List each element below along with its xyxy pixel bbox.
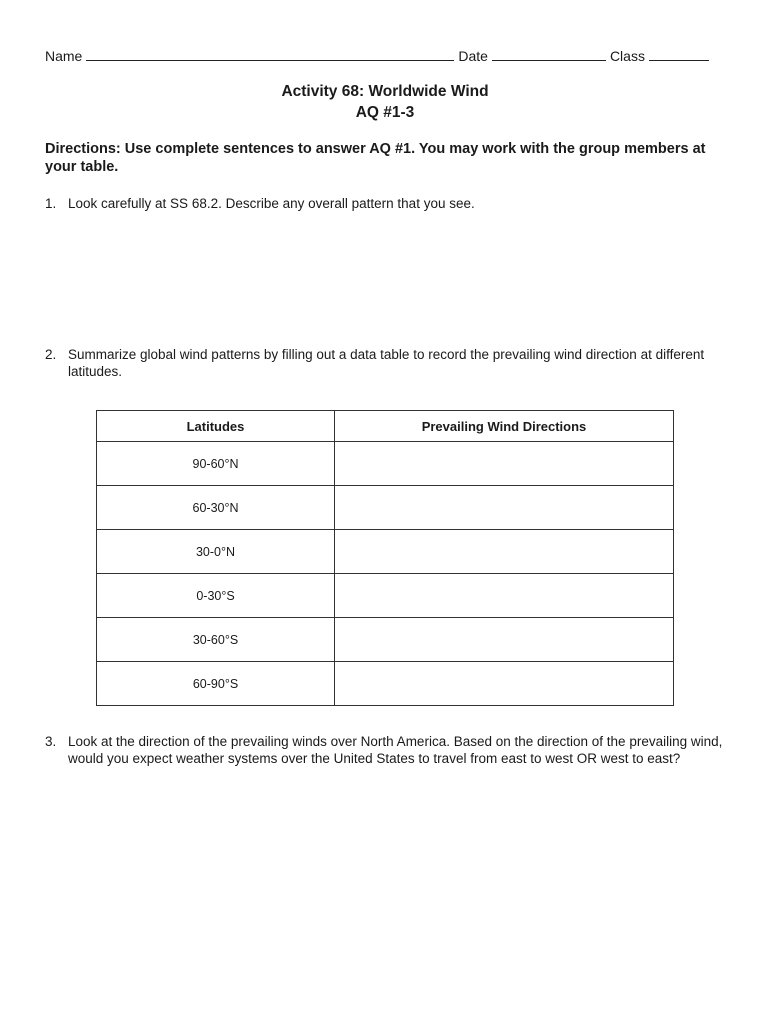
table-row [97,662,674,706]
wind-direction-cell[interactable] [335,574,674,618]
question-1 [45,195,725,212]
latitude-cell: 30-60°S [97,618,335,662]
latitude-cell: 0-30°S [97,574,335,618]
wind-direction-cell[interactable] [335,486,674,530]
latitude-cell: 60-90°S [97,662,335,706]
table-row [97,574,674,618]
date-label: Date [458,48,488,64]
class-label: Class [609,48,645,64]
wind-direction-cell[interactable] [335,530,674,574]
question-number: 3. [45,734,57,749]
table-row [97,530,674,574]
class-field[interactable] [649,46,709,61]
wind-direction-cell[interactable] [335,662,674,706]
page-subtitle: AQ #1-3 [355,104,415,121]
question-number: 2. [45,347,57,362]
directions-text: Directions: Use complete sentences to answer AQ #1. You may work with the group members at your table. [45,141,706,175]
latitude-cell: 90-60°N [97,442,335,486]
wind-direction-cell[interactable] [335,442,674,486]
question-text: Look carefully at SS 68.2. Describe any overall pattern that you see. [68,196,475,211]
question-3 [45,733,725,767]
table-row [97,442,674,486]
name-label: Name [45,48,83,64]
table-header-row [97,411,674,442]
question-number: 1. [45,196,57,211]
latitude-cell: 60-30°N [97,486,335,530]
wind-direction-cell[interactable] [335,618,674,662]
table-row [97,618,674,662]
wind-direction-table [96,410,674,706]
date-field[interactable] [492,46,606,61]
latitudes-header: Latitudes [97,411,335,442]
student-info-line [45,46,721,66]
page-title: Activity 68: Worldwide Wind [281,83,489,100]
wind-directions-header: Prevailing Wind Directions [335,411,674,442]
table-row [97,486,674,530]
question-text: Look at the direction of the prevailing winds over North America. Based on the direction of the prevailing wind, would you expect weather systems over the United States to travel from east to west OR west to east? [68,734,723,766]
name-field[interactable] [86,46,454,61]
question-text: Summarize global wind patterns by filling out a data table to record the prevailing wind direction at different latitudes. [68,347,705,379]
question-2 [45,346,725,380]
latitude-cell: 30-0°N [97,530,335,574]
